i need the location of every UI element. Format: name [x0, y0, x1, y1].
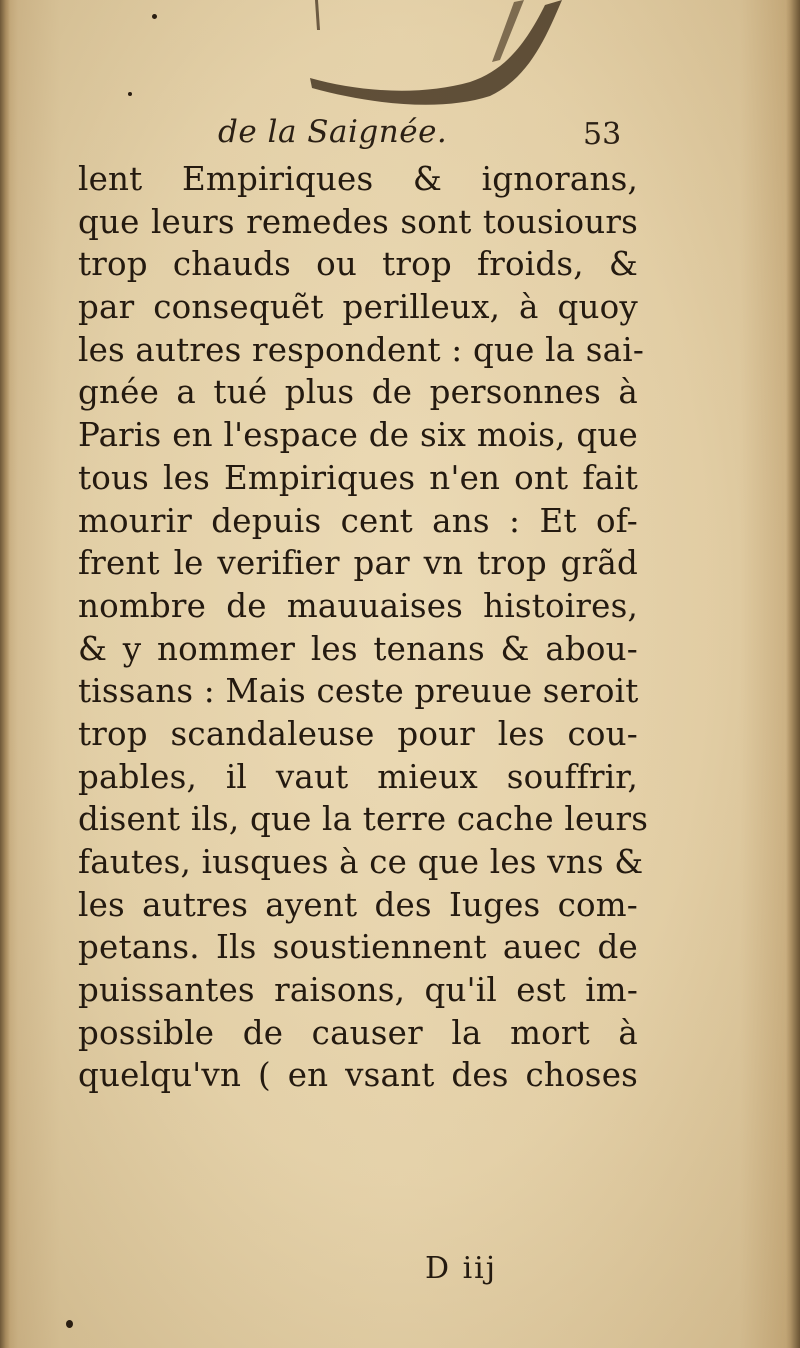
signature-mark: D iij [425, 1251, 498, 1286]
text-line: que leurs remedes sont tousiours [78, 202, 638, 241]
text-line: mourir depuis cent ans : Et of- [78, 501, 638, 540]
page-number: 53 [583, 117, 622, 152]
text-line: les autres ayent des Iuges com- [78, 885, 638, 924]
text-line: les autres respondent : que la sai- [78, 330, 645, 369]
text-line: trop scandaleuse pour les cou- [78, 714, 638, 753]
text-line: pables, il vaut mieux souffrir, [78, 757, 638, 796]
page-gutter-shadow [0, 0, 10, 1348]
text-line: quelqu'vn ( en vsant des choses [78, 1056, 638, 1095]
text-line: frent le verifier par vn trop grãd [78, 544, 638, 583]
text-line: lent Empiriques & ignorans, [78, 160, 638, 198]
running-head: de la Saignée. [218, 114, 448, 150]
ink-speck [152, 14, 157, 19]
ink-speck [66, 1320, 73, 1328]
text-line: nombre de mauuaises histoires, [78, 586, 638, 625]
text-line: petans. Ils soustiennent auec de [78, 928, 638, 967]
text-line: gnée a tué plus de personnes à [78, 373, 638, 412]
ink-speck [128, 92, 132, 96]
text-line: trop chauds ou trop froids, & [78, 245, 638, 284]
text-line: tissans : Mais ceste preuue seroit [78, 672, 639, 711]
text-line: puissantes raisons, qu'il est im- [78, 971, 638, 1010]
body-text [78, 158, 649, 1097]
text-line: possible de causer la mort à [78, 1013, 638, 1052]
ink-stain-mark [300, 0, 580, 110]
text-line: tous les Empiriques n'en ont fait [78, 458, 638, 497]
text-line: Paris en l'espace de six mois, que [78, 416, 638, 455]
text-line: disent ils, que la terre cache leurs [78, 800, 649, 839]
text-line: & y nommer les tenans & abou- [78, 629, 638, 668]
page-edge-shadow [786, 0, 800, 1348]
text-line: fautes, iusques à ce que les vns & [78, 843, 644, 881]
text-line: par consequẽt perilleux, à quoy [78, 288, 638, 327]
